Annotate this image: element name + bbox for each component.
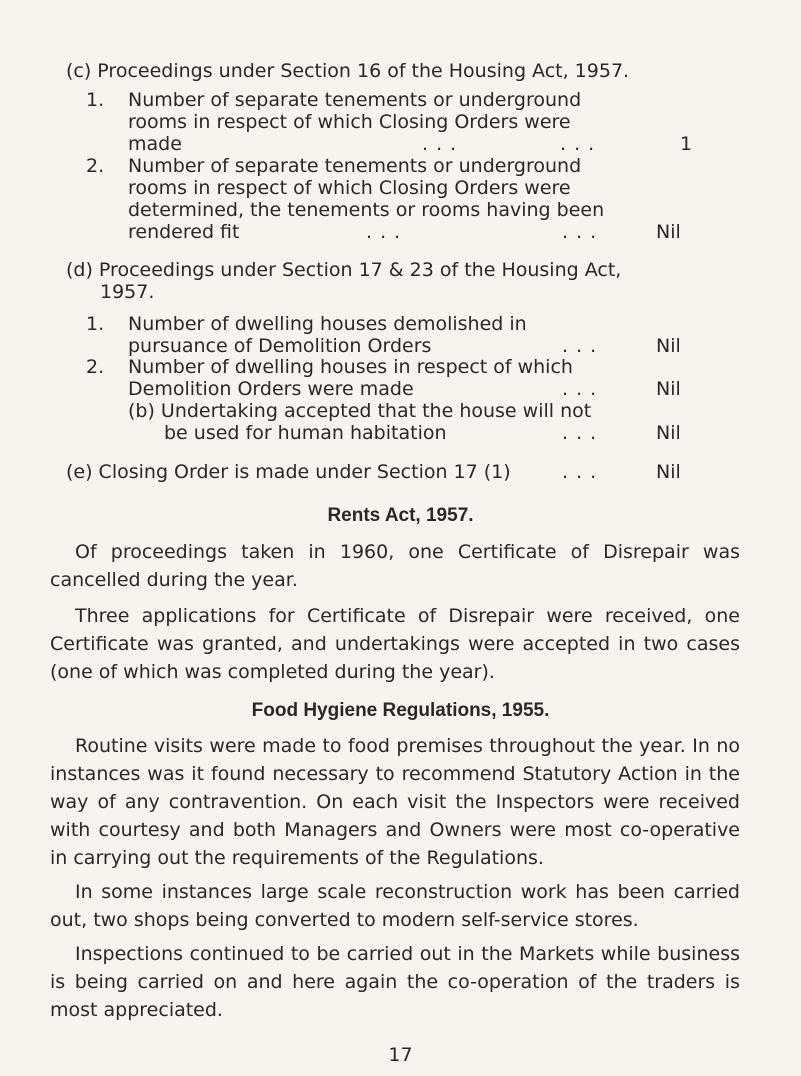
item-text-line: (b) Undertaking accepted that the house will not (128, 400, 592, 422)
item-number: 1. (86, 313, 105, 335)
food-paragraph: Routine visits were made to food premises throughout the year. In no instances was it found necessary to recommend Statutory Action in the way of any contravention. On each visit the Inspectors were received with courtesy and both Managers and Owners were most co-operative in carrying out the requirements of the Regulations. (50, 735, 740, 869)
food-body (50, 732, 740, 1024)
section-d-item-2-value: Nil (656, 378, 681, 400)
rents-paragraph: Three applications for Certificate of Disrepair were received, one Certificate was granted, and undertakings were accepted in two cases (one of which was completed during the year). (50, 605, 740, 683)
item-text-line: pursuance of Demolition Orders (128, 335, 432, 357)
item-number: 2. (86, 356, 105, 378)
item-text-line: made (128, 133, 182, 155)
section-d-item-1 (86, 313, 527, 357)
section-d-item-2 (86, 356, 573, 400)
rents-paragraph: Of proceedings taken in 1960, one Certificate of Disrepair was cancelled during the year. (50, 541, 740, 591)
leader-dots: . . . (562, 221, 598, 243)
item-text-line: Number of dwelling houses in respect of which (128, 356, 573, 378)
rents-body (50, 538, 740, 686)
item-text-line: be used for human habitation (164, 422, 447, 444)
item-number: 1. (86, 89, 105, 111)
section-c-item-1 (86, 89, 582, 155)
section-d-heading (66, 259, 621, 303)
rents-heading: Rents Act, 1957. (327, 505, 474, 526)
item-text-line: Number of separate tenements or underground (128, 89, 582, 111)
food-paragraph: Inspections continued to be carried out in the Markets while business is being carried on and here again the co-operation of the traders is most appreciated. (50, 943, 740, 1021)
item-text-line: Demolition Orders were made (128, 378, 414, 400)
section-e-label: (e) Closing Order is made under Section 17 (1) (66, 461, 511, 483)
leader-dots: . . . (562, 461, 598, 483)
section-e-value: Nil (656, 461, 681, 483)
leader-dots: . . . (562, 378, 598, 400)
food-paragraph: In some instances large scale reconstruction work has been carried out, two shops being converted to modern self-service stores. (50, 881, 740, 931)
section-d-item-b (128, 400, 591, 444)
section-d-item-1-value: Nil (656, 335, 681, 357)
section-c-heading: (c) Proceedings under Section 16 of the Housing Act, 1957. (66, 60, 630, 82)
section-d-heading-line: 1957. (100, 281, 155, 303)
item-text-line: rooms in respect of which Closing Orders were (128, 177, 571, 199)
food-heading: Food Hygiene Regulations, 1955. (251, 700, 550, 721)
section-c-item-2-value: Nil (656, 221, 681, 243)
leader-dots: . . . (562, 422, 598, 444)
leader-dots: . . . (422, 133, 458, 155)
section-d-heading-line: (d) Proceedings under Section 17 & 23 of the Housing Act, (66, 259, 622, 281)
item-number: 2. (86, 155, 105, 177)
item-text-line: Number of separate tenements or underground (128, 155, 582, 177)
leader-dots: . . . (560, 133, 596, 155)
section-d-item-b-value: Nil (656, 422, 681, 444)
leader-dots: . . . (562, 335, 598, 357)
item-text-line: Number of dwelling houses demolished in (128, 313, 527, 335)
leader-dots: . . . (366, 221, 402, 243)
item-text-line: determined, the tenements or rooms having been (128, 199, 605, 221)
page-number: 17 (388, 1044, 413, 1066)
item-text-line: rooms in respect of which Closing Orders were (128, 111, 571, 133)
item-text-line: rendered fit (128, 221, 240, 243)
section-c-item-1-value: 1 (680, 133, 693, 155)
